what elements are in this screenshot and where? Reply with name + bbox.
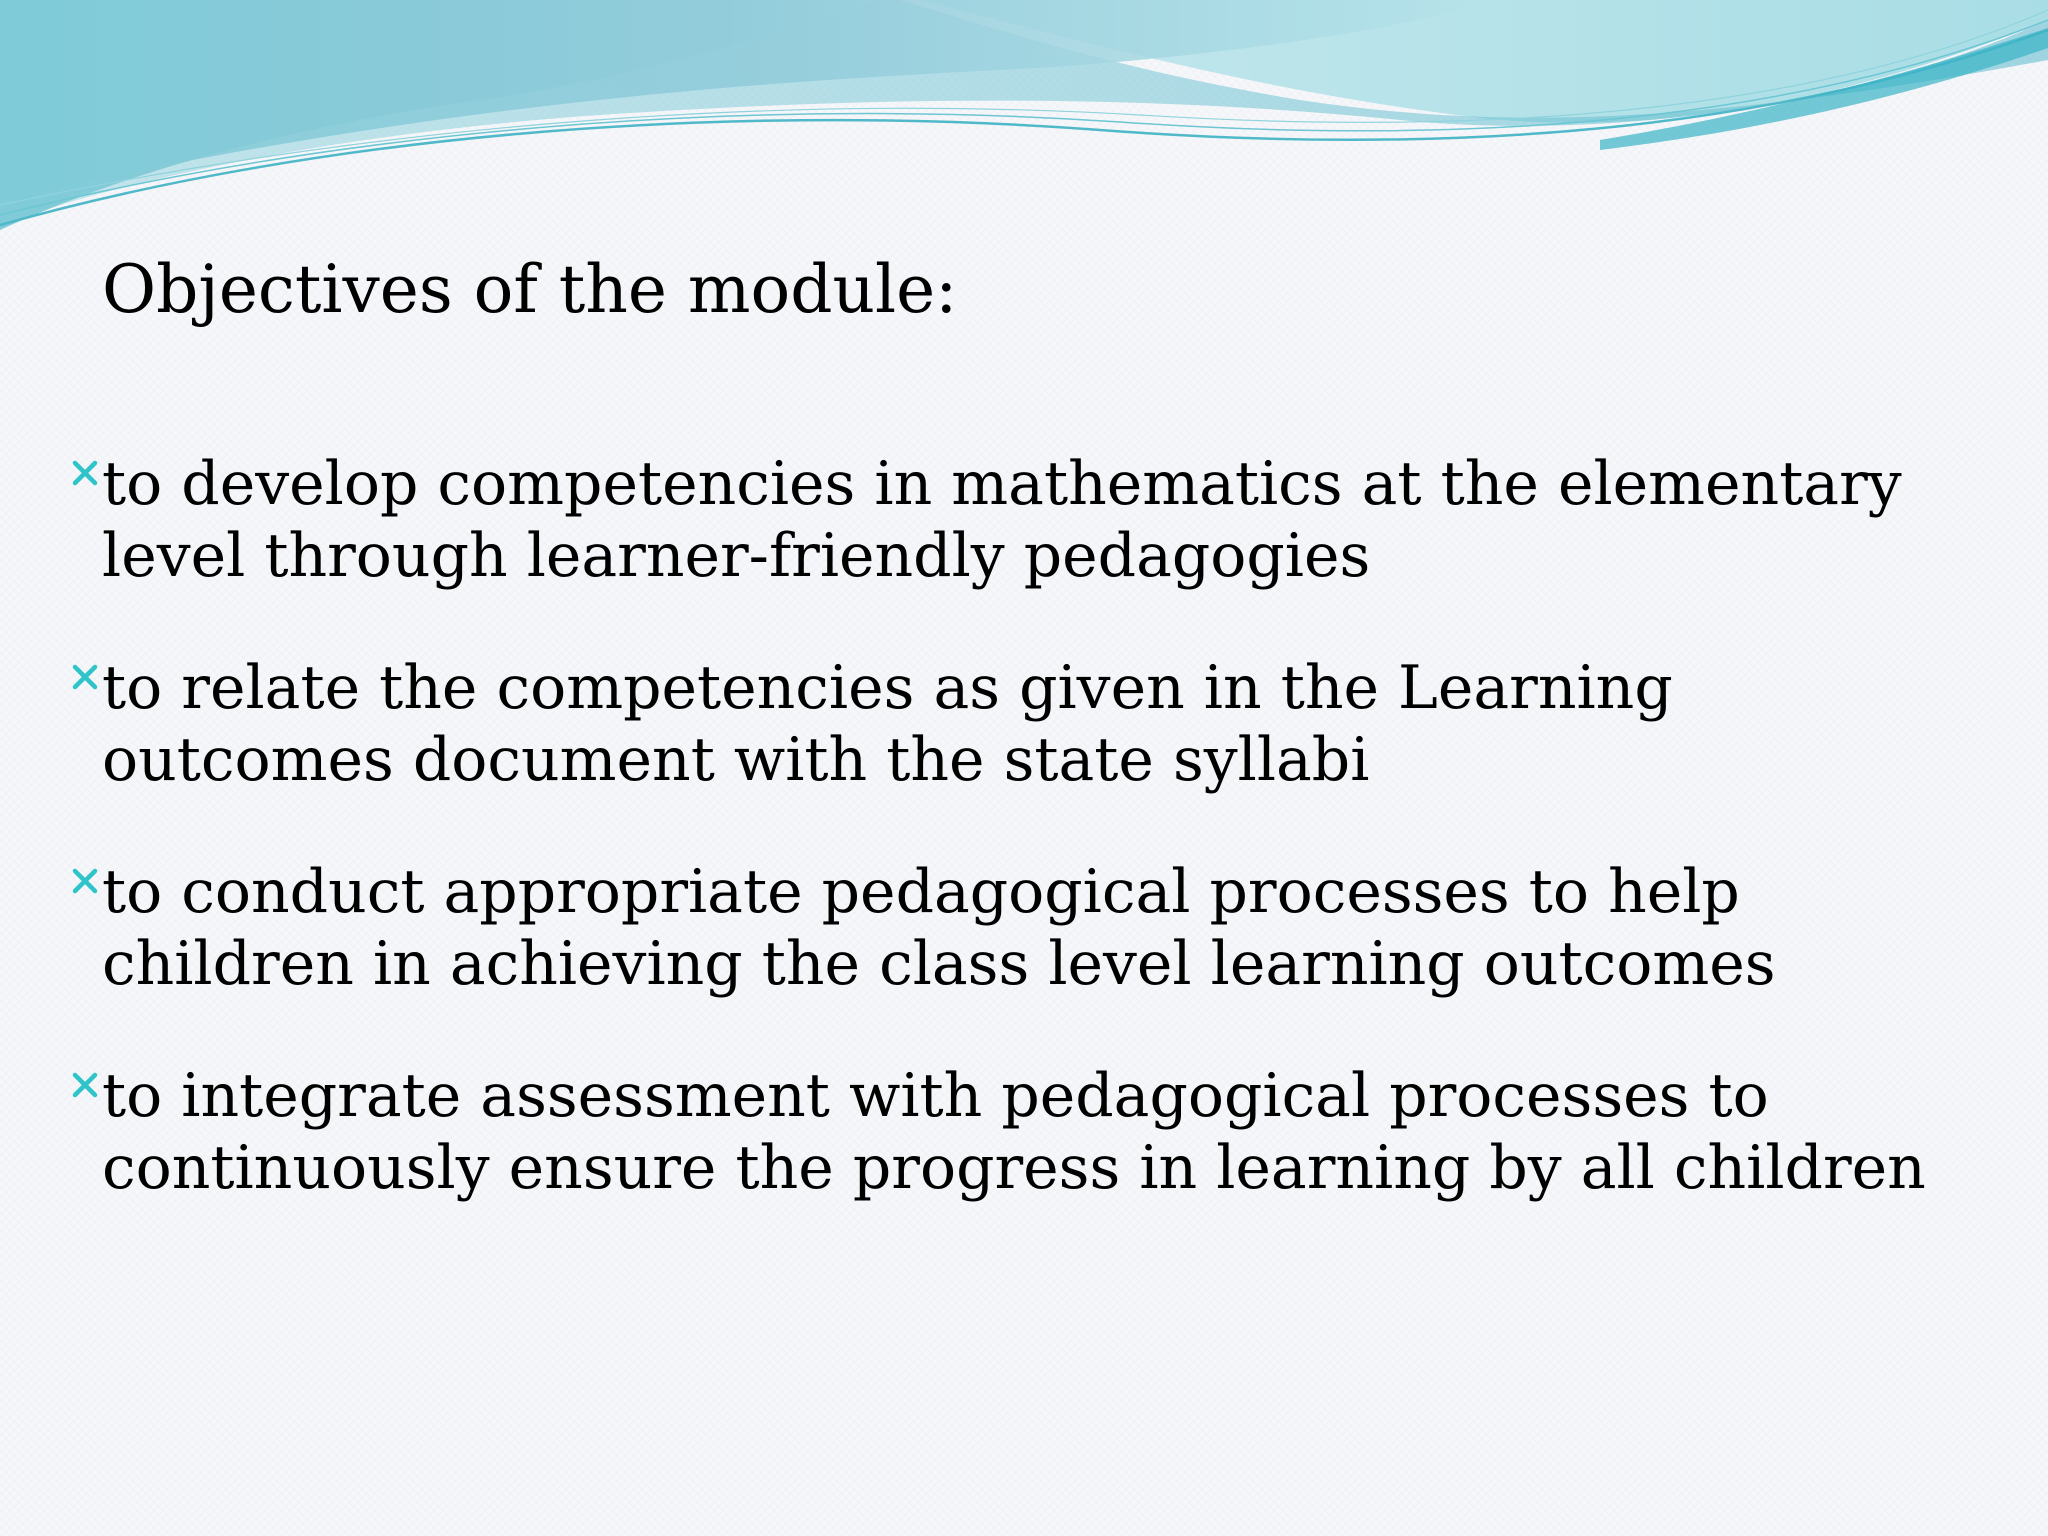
x-mark-icon — [70, 866, 100, 896]
list-item-text: to integrate assessment with pedagogical processes to continuously ensure the progress in learning by all children — [102, 1061, 1926, 1203]
list-item-text: to develop competencies in mathematics at the elementary level through learner-friendly pedagogies — [102, 449, 1902, 591]
list-item — [102, 652, 1962, 796]
wave-banner-decoration — [0, 0, 2048, 240]
list-item-text: to conduct appropriate pedagogical processes to help children in achieving the class level learning outcomes — [102, 857, 1776, 999]
list-item — [102, 1060, 1962, 1204]
x-mark-icon — [70, 458, 100, 488]
slide-title: Objectives of the module: — [102, 251, 958, 328]
x-mark-icon — [70, 662, 100, 692]
list-item-text: to relate the competencies as given in the Learning outcomes document with the state syllabi — [102, 653, 1673, 795]
objectives-list — [102, 448, 1962, 1264]
x-mark-icon — [70, 1070, 100, 1100]
list-item — [102, 448, 1962, 592]
list-item — [102, 856, 1962, 1000]
